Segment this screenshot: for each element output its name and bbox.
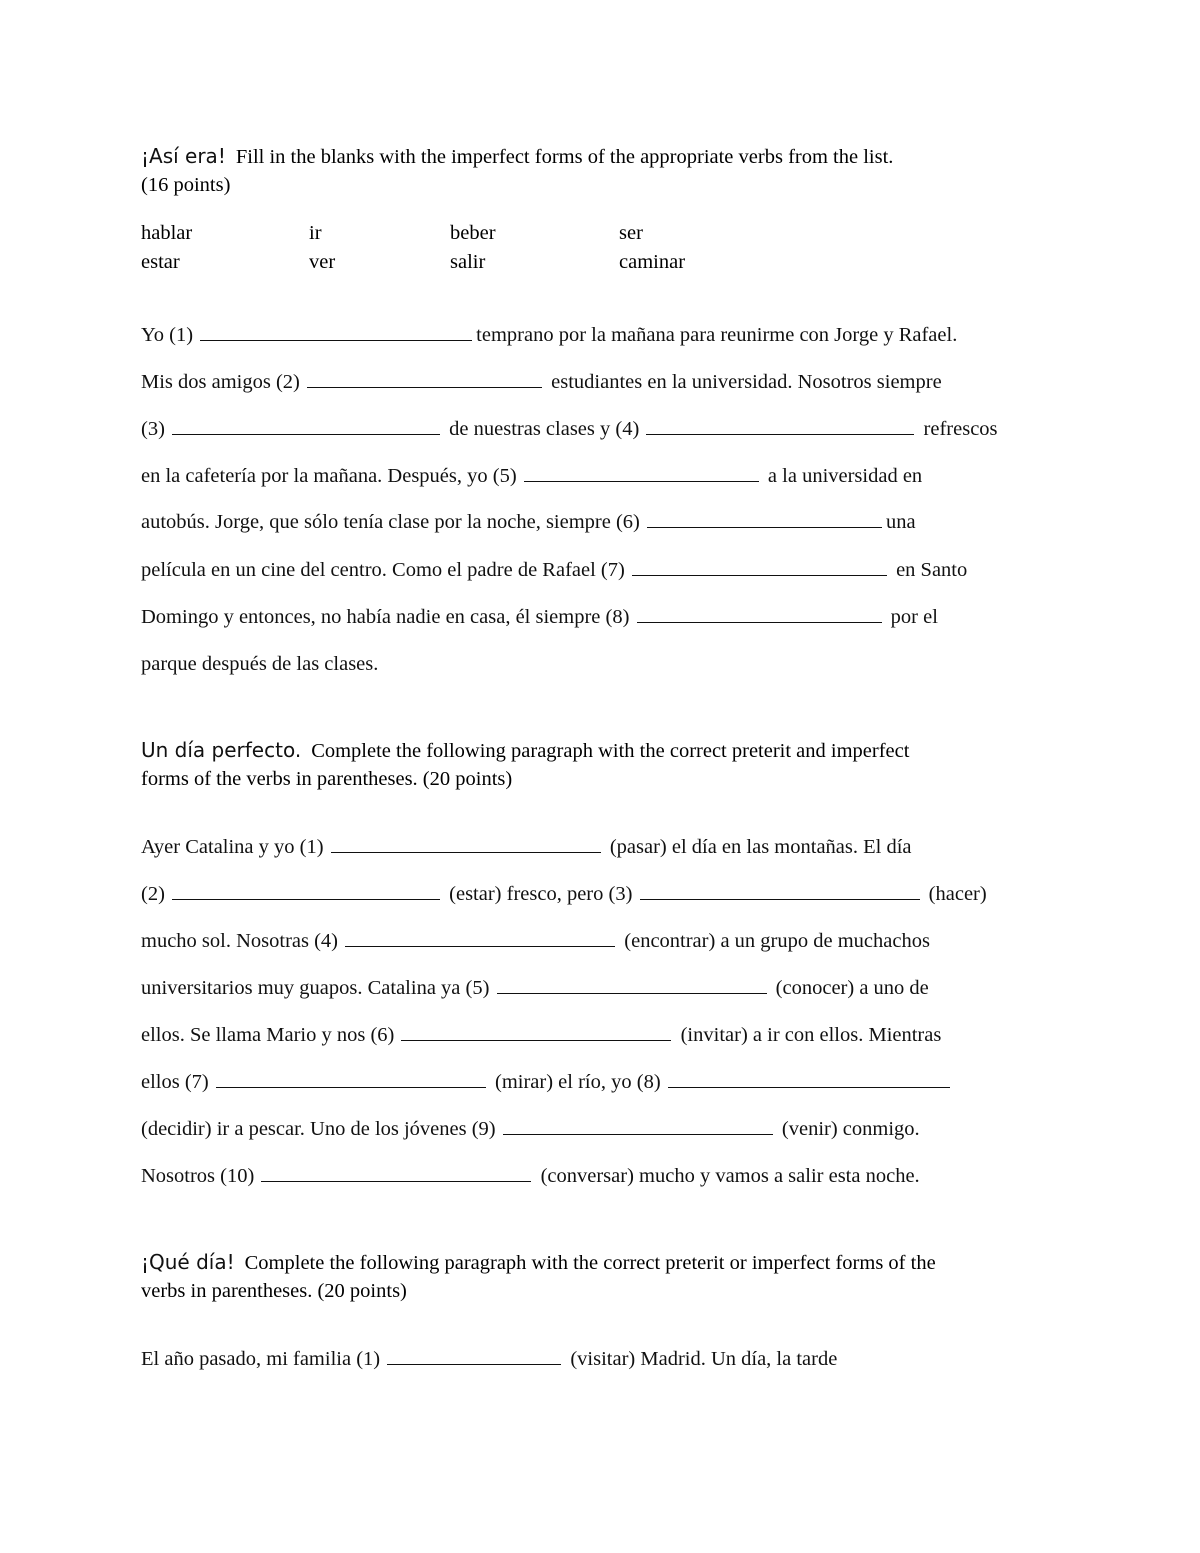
answer-blank-5[interactable]: [524, 463, 759, 482]
line-text: (venir) conmigo.: [781, 1118, 920, 1140]
section3-title: ¡Qué día!: [141, 1250, 235, 1274]
verb-item: ir: [309, 222, 322, 244]
line-text: en Santo: [896, 559, 968, 581]
line-text: una: [886, 511, 916, 533]
answer-blank-7[interactable]: [216, 1069, 486, 1088]
answer-blank-1[interactable]: [200, 322, 472, 341]
line-text: El año pasado, mi familia (1): [141, 1348, 381, 1370]
line-text: (2): [141, 883, 165, 905]
line-text: ellos (7): [141, 1071, 209, 1093]
answer-blank-6[interactable]: [401, 1022, 671, 1041]
section3-heading: [141, 1249, 1081, 1306]
answer-blank-2[interactable]: [307, 369, 542, 388]
paragraph-line: [141, 1162, 920, 1190]
paragraph-line: [141, 462, 922, 490]
section3-instructions: Complete the following paragraph with the correct preterit or imperfect forms of the: [244, 1252, 936, 1274]
paragraph-line: [141, 556, 967, 584]
line-text: (visitar) Madrid. Un día, la tarde: [570, 1348, 838, 1370]
paragraph-line: [141, 880, 987, 908]
answer-blank-2[interactable]: [172, 881, 440, 900]
answer-blank-4[interactable]: [345, 928, 615, 947]
answer-blank-8[interactable]: [637, 604, 882, 623]
answer-blank-10[interactable]: [261, 1163, 531, 1182]
paragraph-line: [141, 1021, 941, 1049]
paragraph-line: [141, 603, 938, 631]
section2-heading: [141, 737, 1071, 794]
paragraph-line: [141, 415, 998, 443]
line-text: (3): [141, 418, 165, 440]
line-text: Yo (1): [141, 324, 194, 346]
paragraph-line: [141, 1345, 837, 1373]
line-text: (conocer) a uno de: [775, 977, 929, 999]
line-text: Nosotros (10): [141, 1165, 255, 1187]
verb-item: salir: [450, 251, 486, 273]
answer-blank-5[interactable]: [497, 975, 767, 994]
line-text: de nuestras clases y (4): [449, 418, 640, 440]
paragraph-line: [141, 321, 957, 349]
paragraph-line: [141, 927, 930, 955]
answer-blank-9[interactable]: [503, 1116, 773, 1135]
section1-heading: [141, 143, 1071, 200]
line-text: (mirar) el río, yo (8): [495, 1071, 661, 1093]
line-text: a la universidad en: [767, 465, 923, 487]
line-text: Ayer Catalina y yo (1): [141, 836, 324, 858]
answer-blank-1[interactable]: [387, 1346, 561, 1365]
line-text: universitarios muy guapos. Catalina ya (5): [141, 977, 490, 999]
line-text: (invitar) a ir con ellos. Mientras: [680, 1024, 942, 1046]
answer-blank-6[interactable]: [647, 509, 882, 528]
line-text: temprano por la mañana para reunirme con Jorge y Rafael.: [476, 324, 958, 346]
line-text: (pasar) el día en las montañas. El día: [609, 836, 912, 858]
line-text: (decidir) ir a pescar. Uno de los jóvenes (9): [141, 1118, 496, 1140]
section2-title: Un día perfecto.: [141, 738, 302, 762]
line-text: Mis dos amigos (2): [141, 371, 300, 393]
paragraph-line: [141, 974, 929, 1002]
answer-blank-3[interactable]: [172, 416, 440, 435]
line-text: en la cafetería por la mañana. Después, yo (5): [141, 465, 517, 487]
section2-instructions: Complete the following paragraph with the correct preterit and imperfect: [311, 740, 910, 762]
verb-item: estar: [141, 251, 180, 273]
section1-title: ¡Así era!: [141, 144, 226, 168]
section1-points: (16 points): [141, 174, 231, 196]
verb-item: beber: [450, 222, 496, 244]
line-text: por el: [890, 606, 938, 628]
answer-blank-8[interactable]: [668, 1069, 950, 1088]
line-text: estudiantes en la universidad. Nosotros siempre: [551, 371, 942, 393]
verb-item: ver: [309, 251, 336, 273]
paragraph-line: [141, 833, 912, 861]
section2-instructions-cont: forms of the verbs in parentheses. (20 points): [141, 768, 513, 790]
line-text: película en un cine del centro. Como el padre de Rafael (7): [141, 559, 625, 581]
line-text: (encontrar) a un grupo de muchachos: [624, 930, 930, 952]
paragraph-line: [141, 650, 378, 678]
verb-item: hablar: [141, 222, 193, 244]
section1-instructions: Fill in the blanks with the imperfect forms of the appropriate verbs from the list.: [235, 146, 894, 168]
line-text: autobús. Jorge, que sólo tenía clase por la noche, siempre (6): [141, 511, 640, 533]
line-text: refrescos: [923, 418, 998, 440]
paragraph-line: [141, 1068, 954, 1096]
answer-blank-3[interactable]: [640, 881, 920, 900]
line-text: ellos. Se llama Mario y nos (6): [141, 1024, 395, 1046]
line-text: (conversar) mucho y vamos a salir esta noche.: [540, 1165, 920, 1187]
section3-instructions-cont: verbs in parentheses. (20 points): [141, 1280, 407, 1302]
paragraph-line: [141, 368, 942, 396]
line-text: parque después de las clases.: [141, 653, 379, 675]
paragraph-line: [141, 508, 916, 536]
line-text: (hacer): [928, 883, 987, 905]
answer-blank-7[interactable]: [632, 557, 887, 576]
line-text: mucho sol. Nosotras (4): [141, 930, 339, 952]
answer-blank-1[interactable]: [331, 834, 601, 853]
line-text: (estar) fresco, pero (3): [449, 883, 633, 905]
verb-item: ser: [619, 222, 643, 244]
verb-item: caminar: [619, 251, 686, 273]
answer-blank-4[interactable]: [646, 416, 914, 435]
line-text: Domingo y entonces, no había nadie en casa, él siempre (8): [141, 606, 630, 628]
paragraph-line: [141, 1115, 920, 1143]
